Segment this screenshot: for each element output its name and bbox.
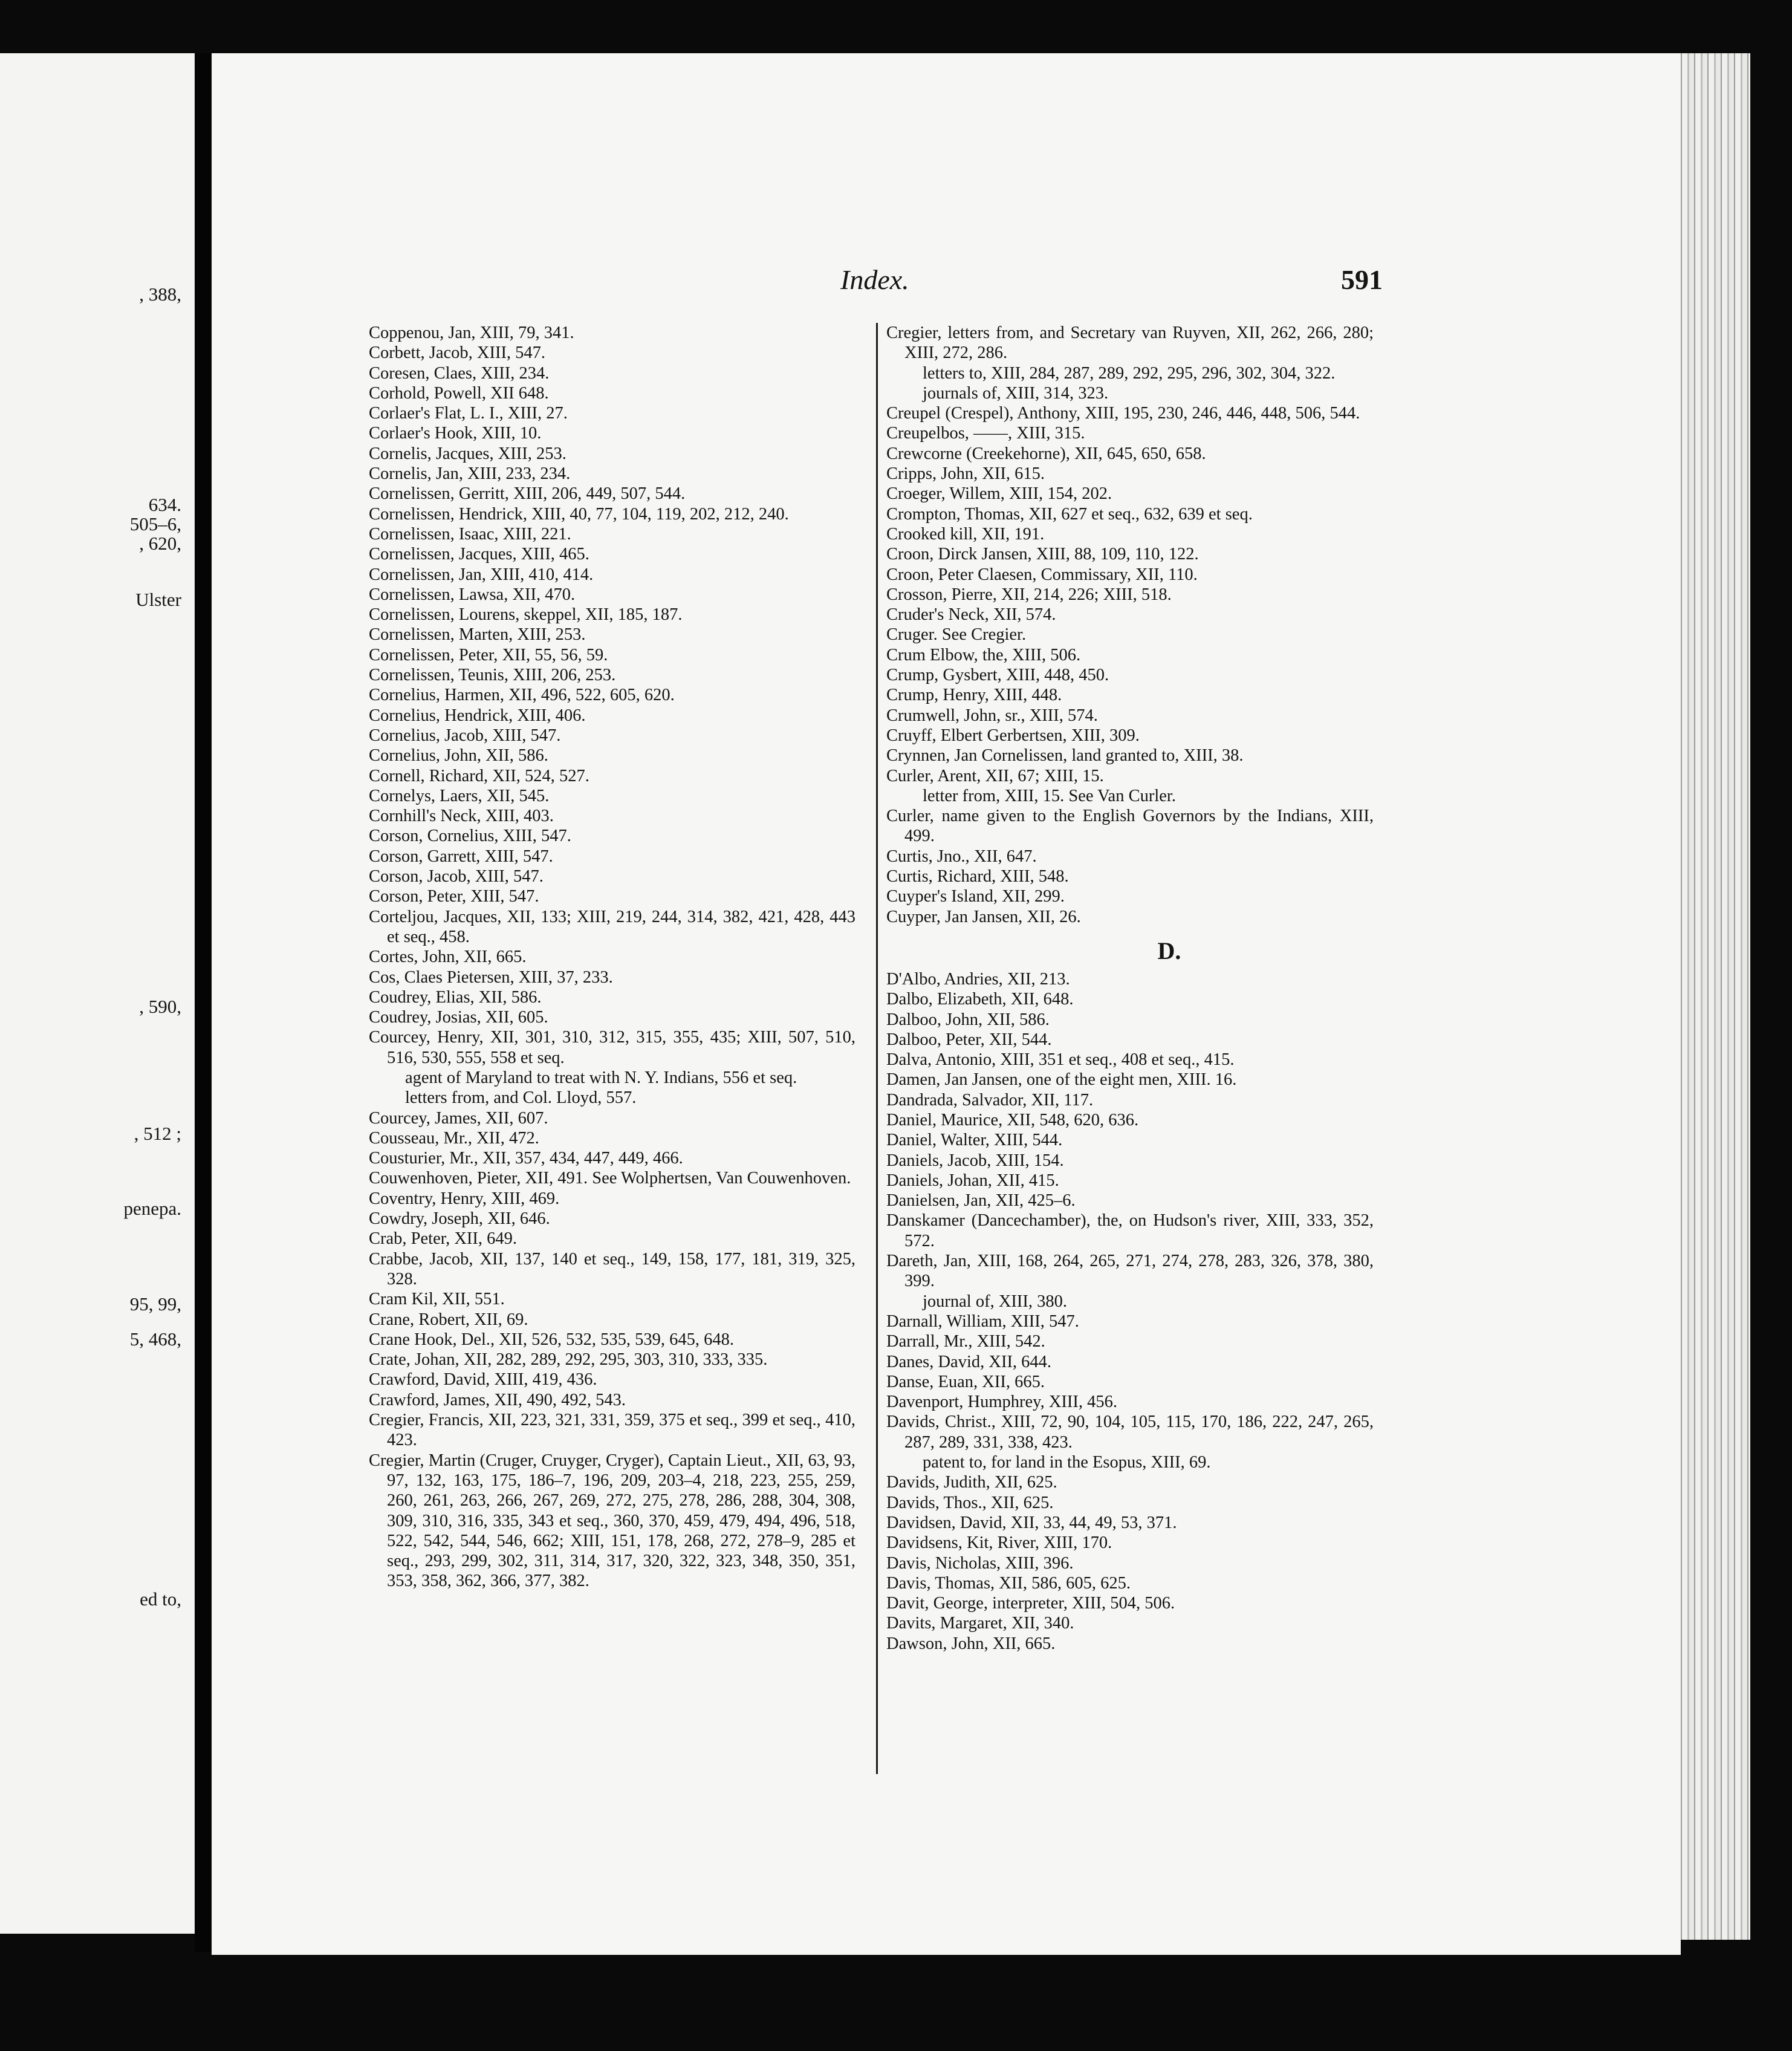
index-entry: Cregier, letters from, and Secretary van Ruyven, XII, 262, 266, 280; XIII, 272, 286. <box>886 323 1374 363</box>
index-subentry: agent of Maryland to treat with N. Y. Indians, 556 et seq. <box>405 1068 797 1087</box>
index-page <box>212 53 1681 1955</box>
facing-page-text-fragment: 505–6, <box>129 513 181 535</box>
index-entry: Couwenhoven, Pieter, XII, 491. See Wolphertsen, Van Couwenhoven. <box>369 1169 851 1188</box>
letter-section-heading: D. <box>1157 937 1181 964</box>
column-rule <box>876 323 878 1774</box>
index-entry: Davits, Margaret, XII, 340. <box>886 1614 1074 1633</box>
index-entry: Dalboo, Peter, XII, 544. <box>886 1030 1052 1049</box>
index-entry: Crewcorne (Creekehorne), XII, 645, 650, 658. <box>886 444 1206 463</box>
facing-page-text-fragment: , 590, <box>139 996 181 1017</box>
index-entry: Curtis, Jno., XII, 647. <box>886 847 1037 866</box>
index-entry: Croeger, Willem, XIII, 154, 202. <box>886 484 1112 504</box>
index-entry: Danskamer (Dancechamber), the, on Hudson's river, XIII, 333, 352, 572. <box>886 1211 1374 1250</box>
index-entry: Crosson, Pierre, XII, 214, 226; XIII, 518. <box>886 585 1172 604</box>
facing-page-text-fragment: Ulster <box>135 589 181 610</box>
facing-page-text-fragment: 5, 468, <box>129 1328 181 1350</box>
index-entry: Courcey, Henry, XII, 301, 310, 312, 315, 355, 435; XIII, 507, 510, 516, 530, 555, 558 et seq. <box>369 1028 855 1067</box>
index-entry: Cuyper's Island, XII, 299. <box>886 887 1065 906</box>
facing-page-text-fragment: , 620, <box>139 533 181 554</box>
index-entry: Danse, Euan, XII, 665. <box>886 1372 1045 1391</box>
index-entry: Dawson, John, XII, 665. <box>886 1634 1056 1653</box>
index-entry: D'Albo, Andries, XII, 213. <box>886 969 1070 989</box>
index-entry: Coresen, Claes, XIII, 234. <box>369 363 550 383</box>
index-entry: Davenport, Humphrey, XIII, 456. <box>886 1393 1118 1412</box>
index-entry: Crate, Johan, XII, 282, 289, 292, 295, 303, 310, 333, 335. <box>369 1350 768 1370</box>
index-entry: Cousturier, Mr., XII, 357, 434, 447, 449, 466. <box>369 1149 683 1168</box>
index-entry: Dareth, Jan, XIII, 168, 264, 265, 271, 274, 278, 283, 326, 378, 380, 399. <box>886 1252 1374 1291</box>
index-entry: Cornelissen, Gerritt, XIII, 206, 449, 507, 544. <box>369 484 686 504</box>
index-entry: Davids, Christ., XIII, 72, 90, 104, 105, 115, 170, 186, 222, 247, 265, 287, 289, 331, 338, 423. <box>886 1412 1374 1452</box>
index-entry: Cregier, Francis, XII, 223, 321, 331, 359, 375 et seq., 399 et seq., 410, 423. <box>369 1411 855 1450</box>
index-entry: Coudrey, Elias, XII, 586. <box>369 987 542 1007</box>
index-subentry: patent to, for land in the Esopus, XIII, 69. <box>923 1453 1211 1472</box>
index-entry: Cornelis, Jan, XIII, 233, 234. <box>369 464 571 484</box>
index-entry: Corson, Peter, XIII, 547. <box>369 887 539 906</box>
index-entry: Courcey, James, XII, 607. <box>369 1108 548 1128</box>
page-edges <box>1669 53 1750 1940</box>
index-entry: Cram Kil, XII, 551. <box>369 1290 505 1309</box>
index-entry: Cowdry, Joseph, XII, 646. <box>369 1209 550 1229</box>
index-subentry: letters to, XIII, 284, 287, 289, 292, 295, 296, 302, 304, 322. <box>923 363 1336 383</box>
index-entry: Cornelissen, Hendrick, XIII, 40, 77, 104, 119, 202, 212, 240. <box>369 504 789 524</box>
index-subentry: letters from, and Col. Lloyd, 557. <box>405 1088 637 1108</box>
index-entry: Curtis, Richard, XIII, 548. <box>886 867 1069 886</box>
book-gutter <box>195 53 212 1952</box>
index-entry: Davids, Thos., XII, 625. <box>886 1493 1054 1512</box>
index-entry: Corlaer's Hook, XIII, 10. <box>369 424 542 443</box>
index-entry: Cornelissen, Lourens, skeppel, XII, 185, 187. <box>369 605 683 625</box>
index-column-right <box>886 323 1374 1654</box>
index-entry: Daniels, Jacob, XIII, 154. <box>886 1151 1064 1170</box>
facing-page-text-fragment: , 512 ; <box>134 1123 181 1144</box>
index-entry: Damen, Jan Jansen, one of the eight men, XIII. 16. <box>886 1070 1237 1090</box>
index-entry: Corlaer's Flat, L. I., XIII, 27. <box>369 404 568 423</box>
index-entry: Coudrey, Josias, XII, 605. <box>369 1008 548 1027</box>
index-entry: Crompton, Thomas, XII, 627 et seq., 632, 639 et seq. <box>886 504 1253 524</box>
index-entry: Crum Elbow, the, XIII, 506. <box>886 645 1081 665</box>
index-entry: Cornelissen, Lawsa, XII, 470. <box>369 585 576 604</box>
facing-page-text-fragment: ed to, <box>140 1588 181 1610</box>
index-entry: Corson, Cornelius, XIII, 547. <box>369 827 571 846</box>
index-entry: Cornelissen, Jacques, XIII, 465. <box>369 545 589 564</box>
index-entry: Darnall, William, XIII, 547. <box>886 1312 1079 1331</box>
index-entry: Crawford, David, XIII, 419, 436. <box>369 1370 597 1390</box>
page-number: 591 <box>1341 264 1383 295</box>
index-entry: Crynnen, Jan Cornelissen, land granted to, XIII, 38. <box>886 746 1244 765</box>
index-entry: Dandrada, Salvador, XII, 117. <box>886 1090 1094 1110</box>
index-entry: Cornelissen, Jan, XIII, 410, 414. <box>369 565 594 584</box>
index-entry: Dalbo, Elizabeth, XII, 648. <box>886 990 1074 1009</box>
facing-page-text-fragment: 95, 99, <box>129 1293 181 1315</box>
index-entry: Crane, Robert, XII, 69. <box>369 1310 528 1329</box>
index-entry: Cruder's Neck, XII, 574. <box>886 605 1056 625</box>
index-entry: Danielsen, Jan, XII, 425–6. <box>886 1191 1076 1211</box>
index-entry: Daniel, Maurice, XII, 548, 620, 636. <box>886 1110 1139 1130</box>
index-entry: Darrall, Mr., XIII, 542. <box>886 1332 1045 1351</box>
index-entry: Coventry, Henry, XIII, 469. <box>369 1189 560 1208</box>
index-entry: Cornelissen, Teunis, XIII, 206, 253. <box>369 666 616 685</box>
index-entry: Dalva, Antonio, XIII, 351 et seq., 408 et seq., 415. <box>886 1050 1235 1070</box>
index-entry: Coppenou, Jan, XIII, 79, 341. <box>369 323 574 342</box>
index-entry: Cornell, Richard, XII, 524, 527. <box>369 766 589 785</box>
index-entry: Creupel (Crespel), Anthony, XIII, 195, 230, 246, 446, 448, 506, 544. <box>886 404 1360 423</box>
facing-page-text-fragment: , 388, <box>139 284 181 305</box>
running-head: Index. <box>840 264 909 295</box>
index-entry: Cos, Claes Pietersen, XIII, 37, 233. <box>369 967 613 987</box>
index-entry: Curler, name given to the English Governors by the Indians, XIII, 499. <box>886 807 1374 846</box>
index-entry: Crawford, James, XII, 490, 492, 543. <box>369 1390 626 1409</box>
index-entry: Croon, Dirck Jansen, XIII, 88, 109, 110, 122. <box>886 545 1199 564</box>
index-entry: Corson, Jacob, XIII, 547. <box>369 867 544 886</box>
index-entry: Daniels, Johan, XII, 415. <box>886 1171 1059 1190</box>
index-entry: Cregier, Martin (Cruger, Cruyger, Cryger), Captain Lieut., XII, 63, 93, 97, 132, 163, 175, 186–7, 196, 209, 203–4, 218, 223, 255, 259, 260, 261, 263, 266, 267, 269, 272, 275, 278, 286, 288, 304, 308, 309, 310, 316, 335, 343 et seq., 360, 370, 459, 479, 494, 496, 518, 522, 542, 544, 546, 662; XIII, 151, 178, 268, 272, 278–9, 285 et seq., 293, 299, 302, 311, 314, 317, 320, 322, 323, 348, 350, 351, 353, 358, 362, 366, 377, 382. <box>369 1451 855 1591</box>
index-entry: Crabbe, Jacob, XII, 137, 140 et seq., 149, 158, 177, 181, 319, 325, 328. <box>369 1249 855 1289</box>
index-entry: Croon, Peter Claesen, Commissary, XII, 110. <box>886 565 1198 584</box>
index-entry: Curler, Arent, XII, 67; XIII, 15. <box>886 766 1104 785</box>
index-entry: Creupelbos, ——, XIII, 315. <box>886 424 1085 443</box>
index-entry: Crump, Gysbert, XIII, 448, 450. <box>886 666 1109 685</box>
index-entry: Crooked kill, XII, 191. <box>886 524 1045 544</box>
index-entry: Cripps, John, XII, 615. <box>886 464 1045 484</box>
index-entry: Corhold, Powell, XII 648. <box>369 383 549 403</box>
index-entry: Cornelius, John, XII, 586. <box>369 746 548 765</box>
index-entry: Cornelius, Harmen, XII, 496, 522, 605, 620. <box>369 686 675 705</box>
index-entry: Cousseau, Mr., XII, 472. <box>369 1128 539 1148</box>
index-entry: Crumwell, John, sr., XIII, 574. <box>886 706 1098 725</box>
index-entry: Danes, David, XII, 644. <box>886 1352 1052 1371</box>
index-entry: Dalboo, John, XII, 586. <box>886 1010 1050 1029</box>
index-entry: Cornelius, Jacob, XIII, 547. <box>369 726 561 745</box>
index-entry: Davidsens, Kit, River, XIII, 170. <box>886 1533 1112 1553</box>
index-entry: Cornelis, Jacques, XIII, 253. <box>369 444 566 463</box>
index-entry: Crane Hook, Del., XII, 526, 532, 535, 539, 645, 648. <box>369 1330 734 1349</box>
index-entry: Davids, Judith, XII, 625. <box>886 1473 1057 1492</box>
index-entry: Cuyper, Jan Jansen, XII, 26. <box>886 907 1081 926</box>
index-entry: Corbett, Jacob, XIII, 547. <box>369 343 546 363</box>
index-subentry: journal of, XIII, 380. <box>923 1292 1068 1311</box>
index-entry: Davidsen, David, XII, 33, 44, 49, 53, 371. <box>886 1513 1177 1532</box>
index-entry: Cornelissen, Peter, XII, 55, 56, 59. <box>369 645 608 665</box>
index-entry: Crump, Henry, XIII, 448. <box>886 686 1062 705</box>
index-entry: Cruyff, Elbert Gerbertsen, XIII, 309. <box>886 726 1140 745</box>
index-entry: Cornelys, Laers, XII, 545. <box>369 786 550 805</box>
index-entry: Daniel, Walter, XIII, 544. <box>886 1131 1063 1150</box>
index-subentry: letter from, XIII, 15. See Van Curler. <box>923 786 1176 805</box>
index-entry: Cortes, John, XII, 665. <box>369 947 527 967</box>
index-entry: Cruger. See Cregier. <box>886 625 1027 645</box>
index-entry: Davis, Nicholas, XIII, 396. <box>886 1553 1074 1573</box>
index-entry: Corson, Garrett, XIII, 547. <box>369 847 553 866</box>
index-entry: Cornelissen, Marten, XIII, 253. <box>369 625 586 645</box>
index-entry: Davit, George, interpreter, XIII, 504, 506. <box>886 1594 1175 1613</box>
facing-page-left <box>0 53 195 1934</box>
facing-page-text-fragment: 634. <box>148 494 181 515</box>
facing-page-text-fragment: penepa. <box>123 1198 181 1219</box>
index-column-left <box>369 323 855 1591</box>
index-entry: Corteljou, Jacques, XII, 133; XIII, 219, 244, 314, 382, 421, 428, 443 et seq., 458. <box>369 907 855 946</box>
index-entry: Davis, Thomas, XII, 586, 605, 625. <box>886 1573 1131 1593</box>
index-entry: Cornhill's Neck, XIII, 403. <box>369 807 554 826</box>
index-entry: Cornelissen, Isaac, XIII, 221. <box>369 524 571 544</box>
index-subentry: journals of, XIII, 314, 323. <box>923 383 1109 403</box>
index-entry: Crab, Peter, XII, 649. <box>369 1229 518 1249</box>
index-entry: Cornelius, Hendrick, XIII, 406. <box>369 706 586 725</box>
